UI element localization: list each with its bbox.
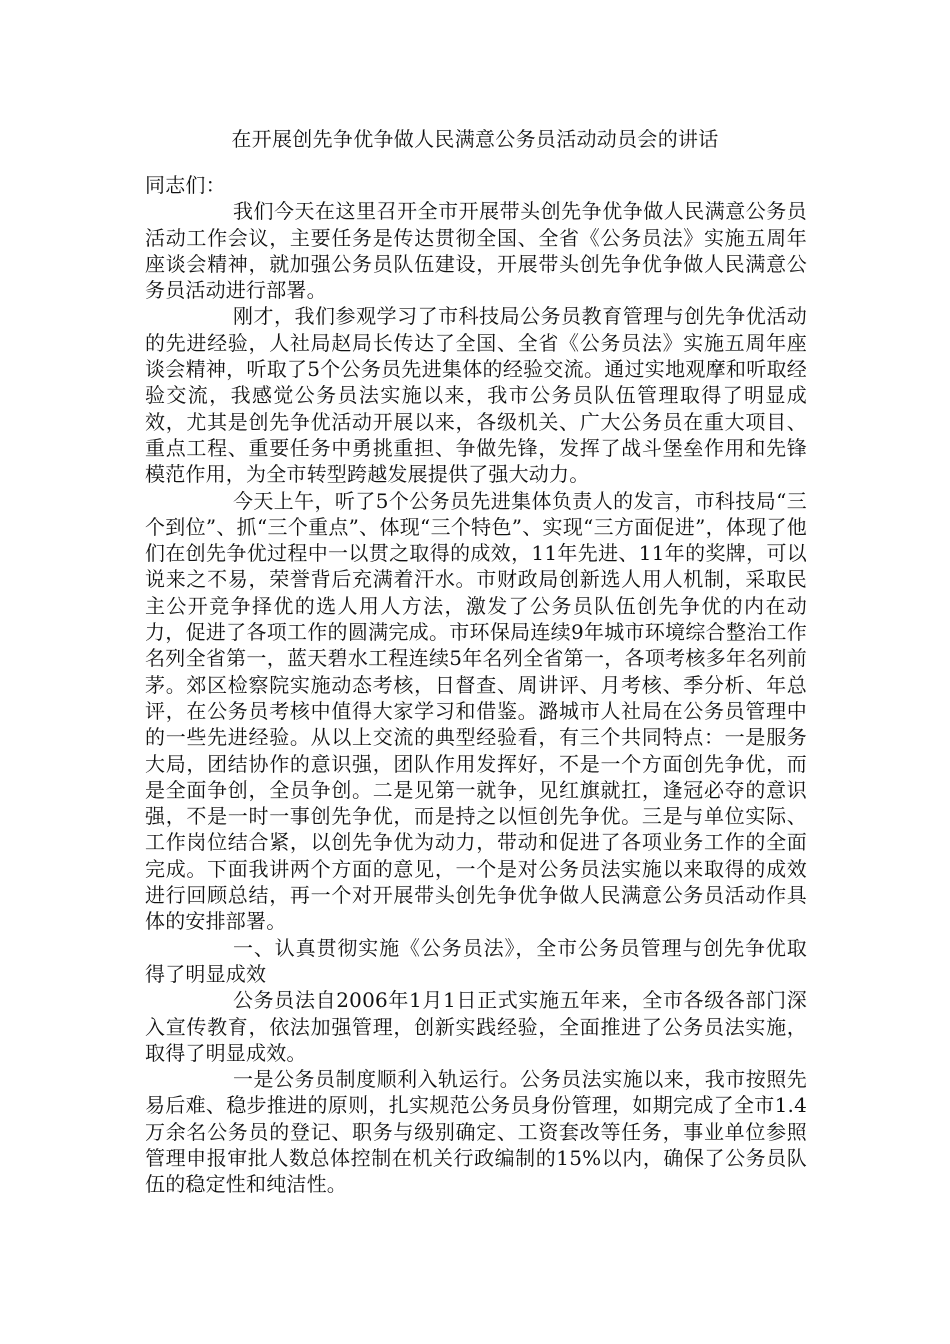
document-title: 在开展创先争优争做人民满意公务员活动动员会的讲话 (231, 127, 719, 151)
greeting: 同志们： (145, 173, 226, 197)
paragraph-1: 我们今天在这里召开全市开展带头创先争优争做人民满意公务员活动工作会议，主要任务是传达贯彻全国、全省《公务员法》实施五周年座谈会精神，就加强公务员队伍建设，开展带头创先争优争做人民满意公务员活动进行部署。 (145, 199, 807, 303)
paragraph-3: 今天上午，听了5个公务员先进集体负责人的发言，市科技局“三个到位”、抓“三个重点”、体现“三个特色”、实现“三方面促进”，体现了他们在创先争优过程中一以贯之取得的成效，11年先进、11年的奖牌，可以说来之不易，荣誉背后充满着汗水。市财政局创新选人用人机制，采取民主公开竞争择优的选人用人方法，激发了公务员队伍创先争优的内在动力，促进了各项工作的圆满完成。市环保局连续9年城市环境综合整治工作名列全省第一，蓝天碧水工程连续5年名列全省第一，各项考核多年名列前茅。郊区检察院实施动态考核，日督查、周讲评、月考核、季分析、年总评，在公务员考核中值得大家学习和借鉴。潞城市人社局在公务员管理中的一些先进经验。从以上交流的典型经验看，有三个共同特点：一是服务大局，团结协作的意识强，团队作用发挥好，不是一个方面创先争优，而是全面争创，全员争创。二是见第一就争，见红旗就扛，逢冠必夺的意识强，不是一时一事创先争优，而是持之以恒创先争优。三是与单位实际、工作岗位结合紧，以创先争优为动力，带动和促进了各项业务工作的全面完成。下面我讲两个方面的意见，一个是对公务员法实施以来取得的成效进行回顾总结，再一个对开展带头创先争优争做人民满意公务员活动作具体的安排部署。 (145, 488, 807, 934)
paragraph-2: 刚才，我们参观学习了市科技局公务员教育管理与创先争优活动的先进经验，人社局赵局长传达了全国、全省《公务员法》实施五周年座谈会精神，听取了5个公务员先进集体的经验交流。通过实地观摩和听取经验交流，我感觉公务员法实施以来，我市公务员队伍管理取得了明显成效，尤其是创先争优活动开展以来，各级机关、广大公务员在重大项目、重点工程、重要任务中勇挑重担、争做先锋，发挥了战斗堡垒作用和先锋模范作用，为全市转型跨越发展提供了强大动力。 (145, 304, 807, 487)
document-body (145, 172, 807, 1198)
section-heading-1: 一、认真贯彻实施《公务员法》，全市公务员管理与创先争优取得了明显成效 (145, 935, 807, 986)
paragraph-4: 公务员法自2006年1月1日正式实施五年来，全市各级各部门深入宣传教育，依法加强管理，创新实践经验，全面推进了公务员法实施，取得了明显成效。 (145, 988, 807, 1065)
paragraph-5: 一是公务员制度顺利入轨运行。公务员法实施以来，我市按照先易后难、稳步推进的原则，扎实规范公务员身份管理，如期完成了全市1.4万余名公务员的登记、职务与级别确定、工资套改等任务，事业单位参照管理申报审批人数总体控制在机关行政编制的15%以内，确保了公务员队伍的稳定性和纯洁性。 (145, 1067, 807, 1197)
